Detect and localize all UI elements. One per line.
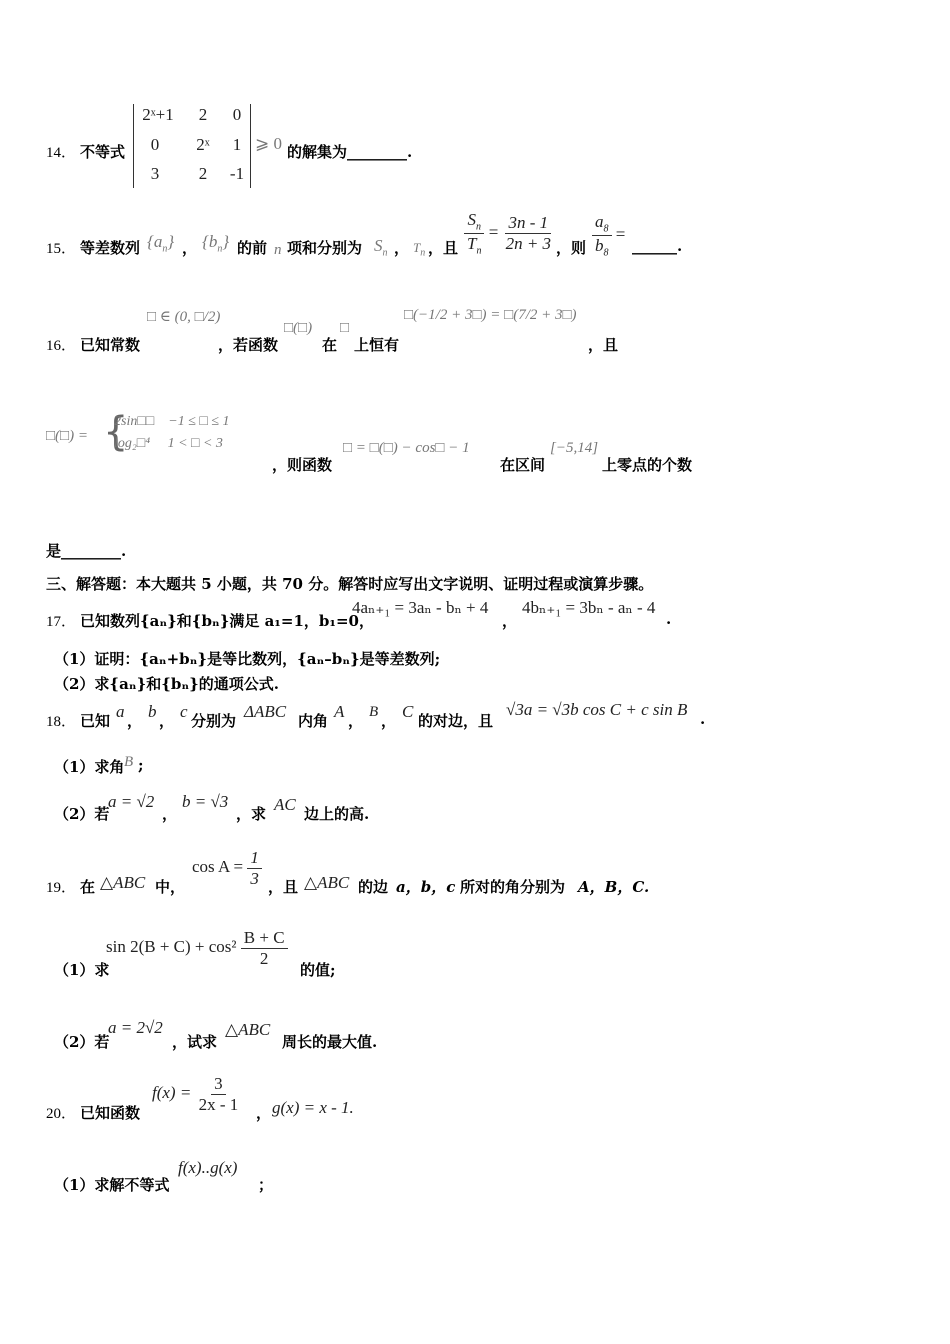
q18-part-1: （1）求角 bbox=[54, 758, 125, 776]
q20-number: 20． bbox=[46, 1106, 77, 1122]
q16-function: □(□) bbox=[284, 320, 313, 336]
q15-text: ， bbox=[182, 239, 198, 257]
q18-text: ， bbox=[381, 712, 397, 730]
q18-text: 的对边，且 bbox=[418, 712, 494, 730]
q17-text: . bbox=[666, 610, 672, 628]
q19-part-1: （1）求 bbox=[54, 961, 110, 979]
q16-condition: □ ∈ (0, □/2) bbox=[147, 309, 221, 325]
q18-text: ， bbox=[348, 712, 364, 730]
q16-text: 已知常数 bbox=[80, 336, 141, 354]
q17-recurrence-1: 4aₙ₊₁ = 3aₙ - bₙ + 4 bbox=[352, 598, 489, 617]
q15-text: ，则 bbox=[556, 239, 587, 257]
q20-inequality: f(x)..g(x) bbox=[178, 1158, 238, 1177]
q19-number: 19． bbox=[46, 880, 77, 896]
q18-text: 分别为 bbox=[191, 712, 237, 730]
angle-A: A bbox=[334, 702, 345, 721]
q18-text: 内角 bbox=[298, 712, 329, 730]
seq-b: $\{b_n\}$ bbox=[202, 232, 230, 255]
q16-interval: [−5,14] bbox=[550, 440, 599, 456]
q15-number: 15． bbox=[46, 241, 77, 257]
det-cell: 2 bbox=[198, 164, 208, 183]
q18-text: ， bbox=[159, 712, 175, 730]
q18-equation: √3a = √3b cos C + c sin B bbox=[506, 700, 688, 719]
var-c: c bbox=[180, 702, 188, 721]
det-cell: 3 bbox=[150, 164, 160, 183]
q15-text: ， bbox=[394, 239, 410, 257]
q19-angles: A，B，C. bbox=[578, 878, 650, 896]
q16-text: ，且 bbox=[588, 336, 619, 354]
determinant-left-bar bbox=[133, 104, 134, 188]
q18-text: ， bbox=[127, 712, 143, 730]
q18-text: 已知 bbox=[80, 712, 111, 730]
sum-T: $T_n$ bbox=[413, 240, 426, 259]
det-cell: 2ˣ bbox=[196, 135, 210, 154]
var-b: b bbox=[148, 702, 157, 721]
q20-g-definition: g(x) = x - 1. bbox=[272, 1098, 354, 1117]
q19-sides: a，b，c bbox=[396, 878, 456, 896]
q16-g-definition: □ = □(□) − cos□ − 1 bbox=[343, 440, 470, 456]
q16-text: 在 bbox=[322, 336, 338, 354]
var-a: a bbox=[116, 702, 125, 721]
var-n: n bbox=[274, 242, 282, 258]
triangle-ABC: ΔABC bbox=[244, 702, 287, 721]
q15-blank: ______. bbox=[632, 237, 683, 255]
q20-part-1: （1）求解不等式 bbox=[54, 1176, 170, 1194]
q19-given-a: a = 2√2 bbox=[108, 1018, 163, 1037]
q19-text: 的值; bbox=[300, 961, 336, 979]
q14-inequality: ⩾ 0 bbox=[255, 134, 282, 153]
q16-identity: □(−1/2 + 3□) = □(7/2 + 3□) bbox=[404, 307, 577, 323]
q16-blank: 是________. bbox=[46, 542, 127, 560]
q18-text: ，求 bbox=[236, 805, 267, 823]
q18-given-a: a = √2 bbox=[108, 792, 155, 811]
q14-suffix: 的解集为________. bbox=[287, 143, 413, 161]
det-cell: 0 bbox=[150, 135, 160, 154]
angle-B: B bbox=[369, 704, 379, 720]
q19-expression: sin 2(B + C) + cos² $\frac{B + C}{2}$ bbox=[106, 928, 288, 968]
triangle-ABC: △ABC bbox=[304, 873, 350, 892]
triangle-ABC: △ABC bbox=[225, 1020, 271, 1039]
det-cell: 2 bbox=[198, 105, 208, 124]
det-cell: 2ˣ+1 bbox=[142, 105, 174, 124]
q18-text: ; bbox=[138, 756, 144, 774]
q19-text: 中， bbox=[155, 878, 186, 896]
q17-number: 17． bbox=[46, 614, 77, 630]
side-AC: AC bbox=[274, 795, 296, 814]
q15-text: 的前 bbox=[237, 239, 268, 257]
q16-text: 在区间 bbox=[500, 456, 546, 474]
q19-cos-given: cos A = $\frac{1}{3}$ bbox=[192, 848, 262, 888]
piecewise-lhs: □(□) = bbox=[46, 428, 88, 444]
q17-text: 已知数列{aₙ}和{bₙ}满足 a₁=1，b₁=0， bbox=[80, 612, 374, 630]
q20-f-definition: f(x) = $\frac{3}{2x - 1}$ bbox=[152, 1074, 239, 1114]
ratio-fraction: $\frac{S_n}{T_n}$ = $\frac{3n - 1}{2n + 3}$ bbox=[464, 210, 554, 257]
q18-text: ， bbox=[162, 805, 178, 823]
q16-text: 上恒有 bbox=[354, 336, 400, 354]
section-header: 三、解答题：本大题共 5 小题，共 70 分。解答时应写出文字说明、证明过程或演算步骤。 bbox=[46, 575, 654, 593]
q19-text: ，且 bbox=[268, 878, 299, 896]
q17-part-1: （1）证明：{aₙ+bₙ}是等比数列，{aₙ–bₙ}是等差数列; bbox=[54, 650, 441, 668]
piecewise-brace: { bbox=[103, 409, 129, 455]
q18-number: 18． bbox=[46, 714, 77, 730]
q15-text: 项和分别为 bbox=[287, 239, 363, 257]
det-cell: 1 bbox=[232, 135, 242, 154]
q19-part-2: （2）若 bbox=[54, 1033, 110, 1051]
q20-text: ； bbox=[258, 1176, 274, 1194]
q18-text: . bbox=[700, 710, 706, 728]
q19-text: ，试求 bbox=[172, 1033, 218, 1051]
q18-text: 边上的高. bbox=[304, 805, 370, 823]
q17-recurrence-2: 4bₙ₊₁ = 3bₙ - aₙ - 4 bbox=[522, 598, 656, 617]
q19-text: 所对的角分别为 bbox=[460, 878, 566, 896]
q16-domain: □ bbox=[340, 320, 350, 336]
q20-text: ， bbox=[256, 1104, 272, 1122]
angle-B: B bbox=[124, 754, 134, 770]
q19-text: 的边 bbox=[358, 878, 389, 896]
q15-text: ，且 bbox=[428, 239, 459, 257]
piecewise-case-2: log₂□⁴ 1 < □ < 3 bbox=[114, 436, 223, 451]
q16-number: 16． bbox=[46, 338, 77, 354]
angle-C: C bbox=[402, 702, 414, 721]
answer-fraction: $\frac{a_8}{b_8}$ = bbox=[592, 212, 625, 259]
det-cell: 0 bbox=[232, 105, 242, 124]
q16-text: 上零点的个数 bbox=[602, 456, 693, 474]
q16-text: ，若函数 bbox=[218, 336, 279, 354]
q19-text: 在 bbox=[80, 878, 96, 896]
sum-S: $S_n$ bbox=[374, 236, 388, 259]
q19-text: 周长的最大值. bbox=[282, 1033, 378, 1051]
triangle-ABC: △ABC bbox=[100, 873, 146, 892]
q14-number: 14． bbox=[46, 145, 77, 161]
q15-text: 等差数列 bbox=[80, 239, 141, 257]
q18-given-b: b = √3 bbox=[182, 792, 229, 811]
q20-text: 已知函数 bbox=[80, 1104, 141, 1122]
q17-part-2: （2）求{aₙ}和{bₙ}的通项公式. bbox=[54, 675, 280, 693]
det-cell: -1 bbox=[229, 164, 245, 183]
q14-prefix: 不等式 bbox=[80, 143, 126, 161]
seq-a: $\{a_n\}$ bbox=[147, 232, 175, 255]
q18-part-2: （2）若 bbox=[54, 805, 110, 823]
q17-text: ， bbox=[502, 612, 518, 630]
piecewise-case-1: 2sin□□ −1 ≤ □ ≤ 1 bbox=[114, 414, 230, 429]
q16-text: ，则函数 bbox=[272, 456, 333, 474]
